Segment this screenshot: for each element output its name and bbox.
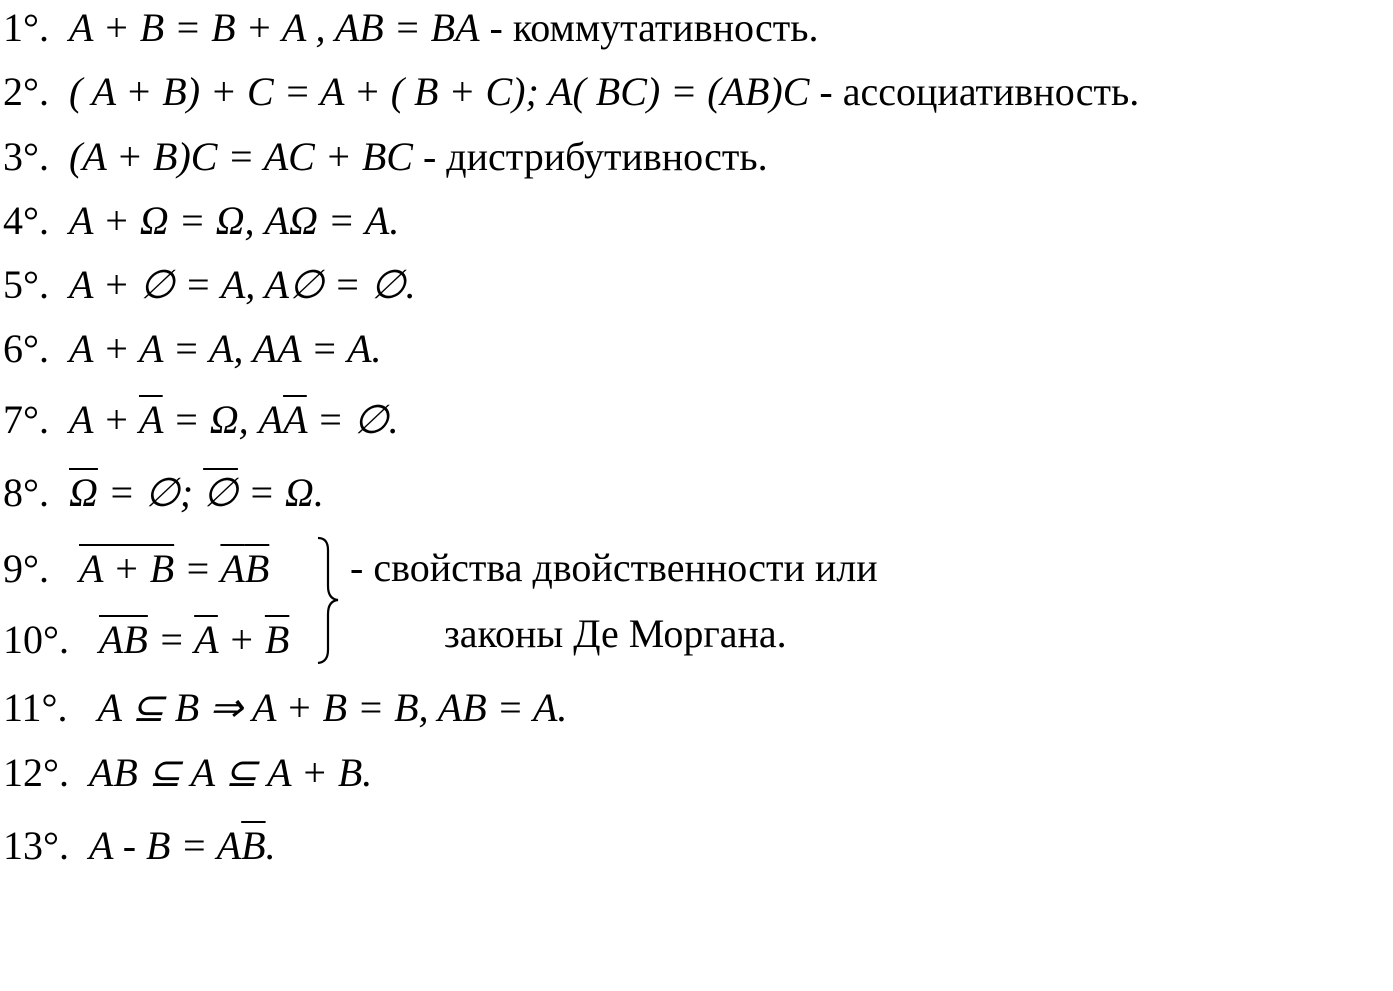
property-number: 7°.	[3, 397, 49, 442]
complement-term: $\overline{A}$	[283, 397, 307, 442]
property-formula: A + Ω = Ω, AΩ = A.	[69, 198, 400, 243]
property-description: - коммутативность.	[479, 5, 819, 50]
property-formula: A ⊆ B ⇒ A + B = B, AB = A.	[97, 685, 568, 730]
property-12	[3, 750, 373, 795]
property-description: - дистрибутивность.	[412, 134, 768, 179]
property-3	[3, 134, 768, 179]
property-formula: A + B = B + A , AB = BA	[69, 5, 480, 50]
property-8	[3, 470, 324, 515]
property-number: 8°.	[3, 470, 49, 515]
formula-part: = ∅;	[97, 470, 204, 515]
complement-term: $\overline{B}$	[264, 617, 290, 662]
property-number: 3°.	[3, 134, 49, 179]
property-13	[3, 823, 276, 868]
property-formula: (A + B)C = AC + BC	[69, 134, 413, 179]
property-number: 2°.	[3, 69, 49, 114]
property-number: 6°.	[3, 326, 49, 371]
complement-term: $\overline{B}$	[241, 823, 266, 868]
property-7	[3, 397, 399, 442]
property-formula: A + A = A, AA = A.	[69, 326, 382, 371]
property-2	[3, 69, 1140, 114]
complement-term: $\overline{\Omega}$	[69, 470, 98, 515]
formula-part: = Ω.	[237, 470, 324, 515]
de-morgan-description-line1: - свойства двойственности или	[350, 545, 878, 590]
property-6	[3, 326, 382, 371]
property-number: 13°.	[3, 823, 69, 868]
formula-part: +	[217, 617, 265, 662]
property-formula: A + ∅ = A, A∅ = ∅.	[69, 262, 416, 307]
property-9	[3, 546, 270, 591]
formula-part: A - B = A	[89, 823, 242, 868]
property-number: 12°.	[3, 750, 69, 795]
formula-part: .	[265, 823, 276, 868]
formula-part: = ∅.	[306, 397, 399, 442]
formula-part: = Ω, A	[162, 397, 284, 442]
curly-brace	[312, 536, 342, 666]
property-10	[3, 617, 290, 662]
property-number: 1°.	[3, 5, 49, 50]
property-5	[3, 262, 416, 307]
complement-term: $\overline{B}$	[244, 546, 270, 591]
complement-term: $\overline{AB}$	[99, 617, 148, 662]
property-number: 4°.	[3, 198, 49, 243]
formula-part: =	[174, 546, 221, 591]
property-number: 11°.	[3, 685, 68, 730]
complement-term: $\overline{A}$	[194, 617, 218, 662]
property-formula: ( A + B) + C = A + ( B + C); A( BC) = (AB)C	[69, 69, 810, 114]
complement-term: ∅	[203, 470, 238, 515]
property-formula: AB ⊆ A ⊆ A + B.	[89, 750, 373, 795]
property-number: 5°.	[3, 262, 49, 307]
property-description: - ассоциативность.	[809, 69, 1140, 114]
property-number: 10°.	[3, 617, 69, 662]
formula-part: =	[147, 617, 195, 662]
property-number: 9°.	[3, 546, 49, 591]
complement-term: $\overline{A}$	[220, 546, 245, 591]
complement-term: $\overline{A}$	[138, 397, 163, 442]
property-4	[3, 198, 400, 243]
property-1	[3, 5, 819, 50]
de-morgan-description-line2: законы Де Моргана.	[444, 611, 787, 656]
property-11	[3, 685, 568, 730]
formula-part: A +	[69, 397, 139, 442]
complement-term: A + B	[79, 546, 175, 591]
